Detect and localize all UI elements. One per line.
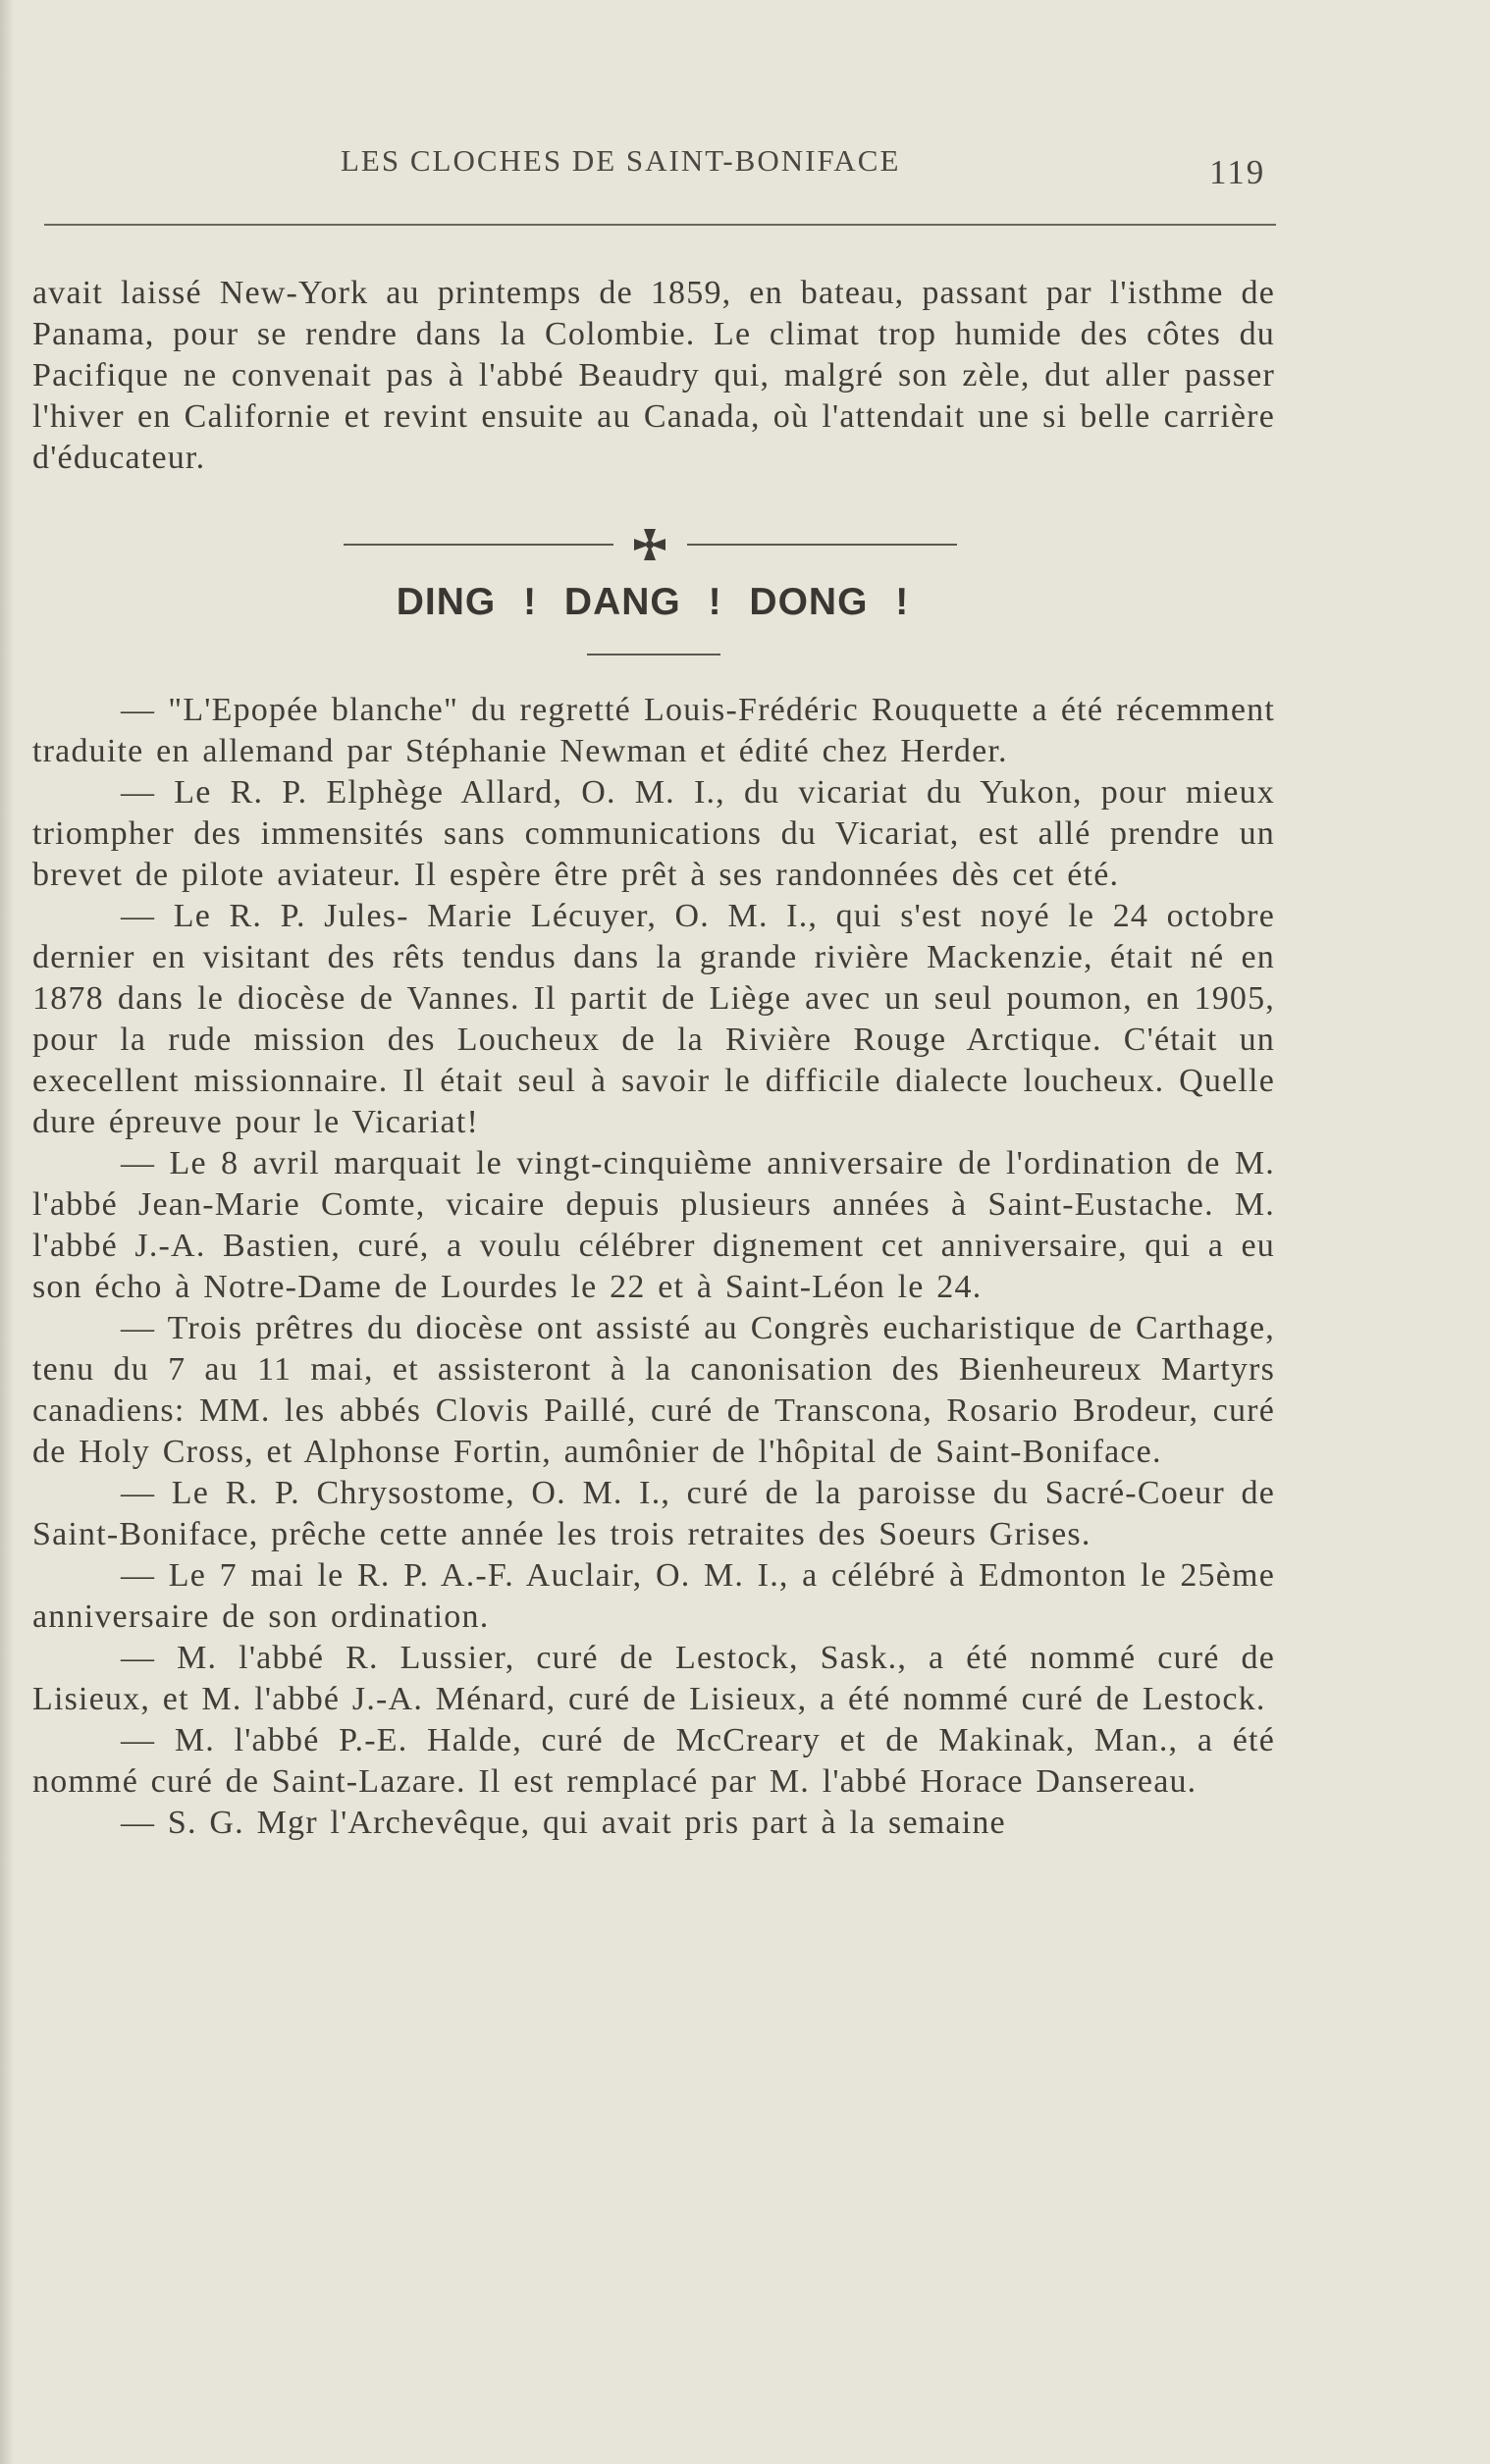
- news-item: — "L'Epopée blanche" du regretté Louis-Frédéric Rouquette a été récemment traduite en allemand par Stéphanie Newman et édité chez Herder.: [32, 692, 1275, 769]
- news-item: — Le R. P. Jules- Marie Lécuyer, O. M. I., qui s'est noyé le 24 octobre dernier en visitant des rêts tendus dans la grande rivière Mackenzie, était né en 1878 dans le diocèse de Vannes. Il partit de Liège avec un seul poumon, en 1905, pour la rude mission des Loucheux de la Rivière Rouge Arctique. C'était un execellent missionnaire. Il était seul à savoir le difficile dialecte loucheux. Quelle dure épreuve pour le Vicariat!: [32, 898, 1275, 1140]
- intro-text: [32, 273, 1275, 479]
- news-item: — Le R. P. Chrysostome, O. M. I., curé de la paroisse du Sacré-Coeur de Saint-Boniface, prêche cette année les trois retraites des Soeurs Grises.: [32, 1475, 1275, 1552]
- section-title: DING ! DANG ! DONG !: [396, 581, 910, 623]
- page-number: 119: [1209, 153, 1266, 191]
- news-item: — S. G. Mgr l'Archevêque, qui avait pris part à la semaine: [121, 1805, 1006, 1841]
- news-items: [32, 690, 1275, 1844]
- intro-paragraph: avait laissé New-York au printemps de 1859, en bateau, passant par l'isthme de Panama, pour se rendre dans la Colombie. Le climat trop humide des côtes du Pacifique ne convenait pas à l'abbé Beaudry qui, malgré son zèle, dut aller passer l'hiver en Californie et revint ensuite au Canada, où l'attendait une si belle carrière d'éducateur.: [32, 275, 1275, 476]
- divider-line-right: [687, 544, 957, 546]
- page-edge-shadow: [0, 0, 14, 2464]
- section-divider: [344, 524, 957, 563]
- news-item: — Le 8 avril marquait le vingt-cinquième anniversaire de l'ordination de M. l'abbé Jean-Marie Comte, vicaire depuis plusieurs années à Saint-Eustache. M. l'abbé J.-A. Bastien, curé, a voulu célébrer dignement cet anniversaire, qui a eu son écho à Notre-Dame de Lourdes le 22 et à Saint-Léon le 24.: [32, 1145, 1275, 1305]
- header-rule: [44, 224, 1276, 226]
- news-item: — Trois prêtres du diocèse ont assisté au Congrès eucharistique de Carthage, tenu du 7 au 11 mai, et assisteront à la canonisation des Bienheureux Martyrs canadiens: MM. les abbés Clovis Paillé, curé de Transcona, Rosario Brodeur, curé de Holy Cross, et Alphonse Fortin, aumônier de l'hôpital de Saint-Boniface.: [32, 1310, 1275, 1470]
- news-item: — M. l'abbé P.-E. Halde, curé de McCreary et de Makinak, Man., a été nommé curé de Saint-Lazare. Il est remplacé par M. l'abbé Horace Dansereau.: [32, 1722, 1275, 1800]
- news-item: — M. l'abbé R. Lussier, curé de Lestock, Sask., a été nommé curé de Lisieux, et M. l'abbé J.-A. Ménard, curé de Lisieux, a été nommé curé de Lestock.: [32, 1640, 1275, 1717]
- news-item: — Le R. P. Elphège Allard, O. M. I., du vicariat du Yukon, pour mieux triompher des immensités sans communications du Vicariat, est allé prendre un brevet de pilote aviateur. Il espère être prêt à ses randonnées dès cet été.: [32, 774, 1275, 893]
- divider-line-left: [344, 544, 613, 546]
- title-underline: [587, 654, 720, 655]
- cross-pattee-icon: [631, 526, 668, 563]
- running-title: LES CLOCHES DE SAINT-BONIFACE: [341, 143, 901, 178]
- news-item: — Le 7 mai le R. P. A.-F. Auclair, O. M. I., a célébré à Edmonton le 25ème anniversaire de son ordination.: [32, 1557, 1275, 1635]
